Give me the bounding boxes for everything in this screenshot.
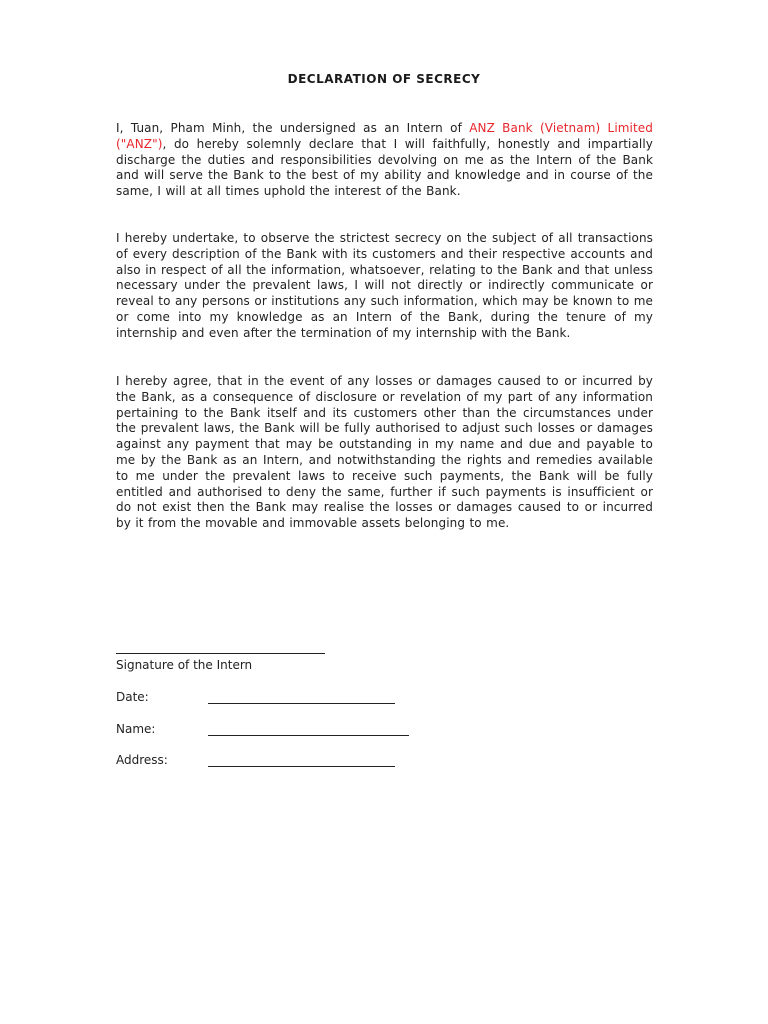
address-label: Address:	[116, 753, 168, 767]
signature-line	[116, 653, 325, 654]
paragraph-declaration	[116, 121, 653, 200]
declaration-lead-text: I, Tuan, Pham Minh, the undersigned as an Intern of	[116, 121, 470, 135]
name-blank-line	[208, 735, 409, 736]
bank-name-highlight: ANZ Bank (Vietnam) Limited ("ANZ")	[116, 121, 654, 151]
signature-label: Signature of the Intern	[116, 658, 253, 672]
date-blank-line	[208, 703, 395, 704]
address-blank-line	[208, 766, 395, 767]
name-label: Name:	[116, 722, 156, 736]
document-title: DECLARATION OF SECRECY	[287, 72, 481, 86]
date-label: Date:	[116, 690, 149, 704]
declaration-rest-text: , do hereby solemnly declare that I will faithfully, honestly and impartially discharge the duties and responsibilities devolving on me as the Intern of the Bank and will serve the Bank to the best of my ability and knowledge and in course of the same, I will at all times uphold the interest of the Bank.	[116, 136, 653, 199]
paragraph-agreement: I hereby agree, that in the event of any losses or damages caused to or incurred by the Bank, as a consequence of disclosure or revelation of my part of any information pertaining to the Bank itself and its customers other than the circumstances under the prevalent laws, the Bank will be fully authorised to adjust such losses or damages against any payment that may be outstanding in my name and due and payable to me by the Bank as an Intern, and notwithstanding the rights and remedies available to me under the prevalent laws to receive such payments, the Bank will be fully entitled and authorised to deny the same, further if such payments is insufficient or do not exist then the Bank may realise the losses or damages caused to or incurred by it from the movable and immovable assets belonging to me.	[116, 374, 653, 531]
paragraph-undertaking: I hereby undertake, to observe the strictest secrecy on the subject of all transactions of every description of the Bank with its customers and their respective accounts and also in respect of all the information, whatsoever, relating to the Bank and that unless necessary under the prevalent laws, I will not directly or indirectly communicate or reveal to any persons or institutions any such information, which may be known to me or come into my knowledge as an Intern of the Bank, during the tenure of my internship and even after the termination of my internship with the Bank.	[116, 231, 653, 340]
